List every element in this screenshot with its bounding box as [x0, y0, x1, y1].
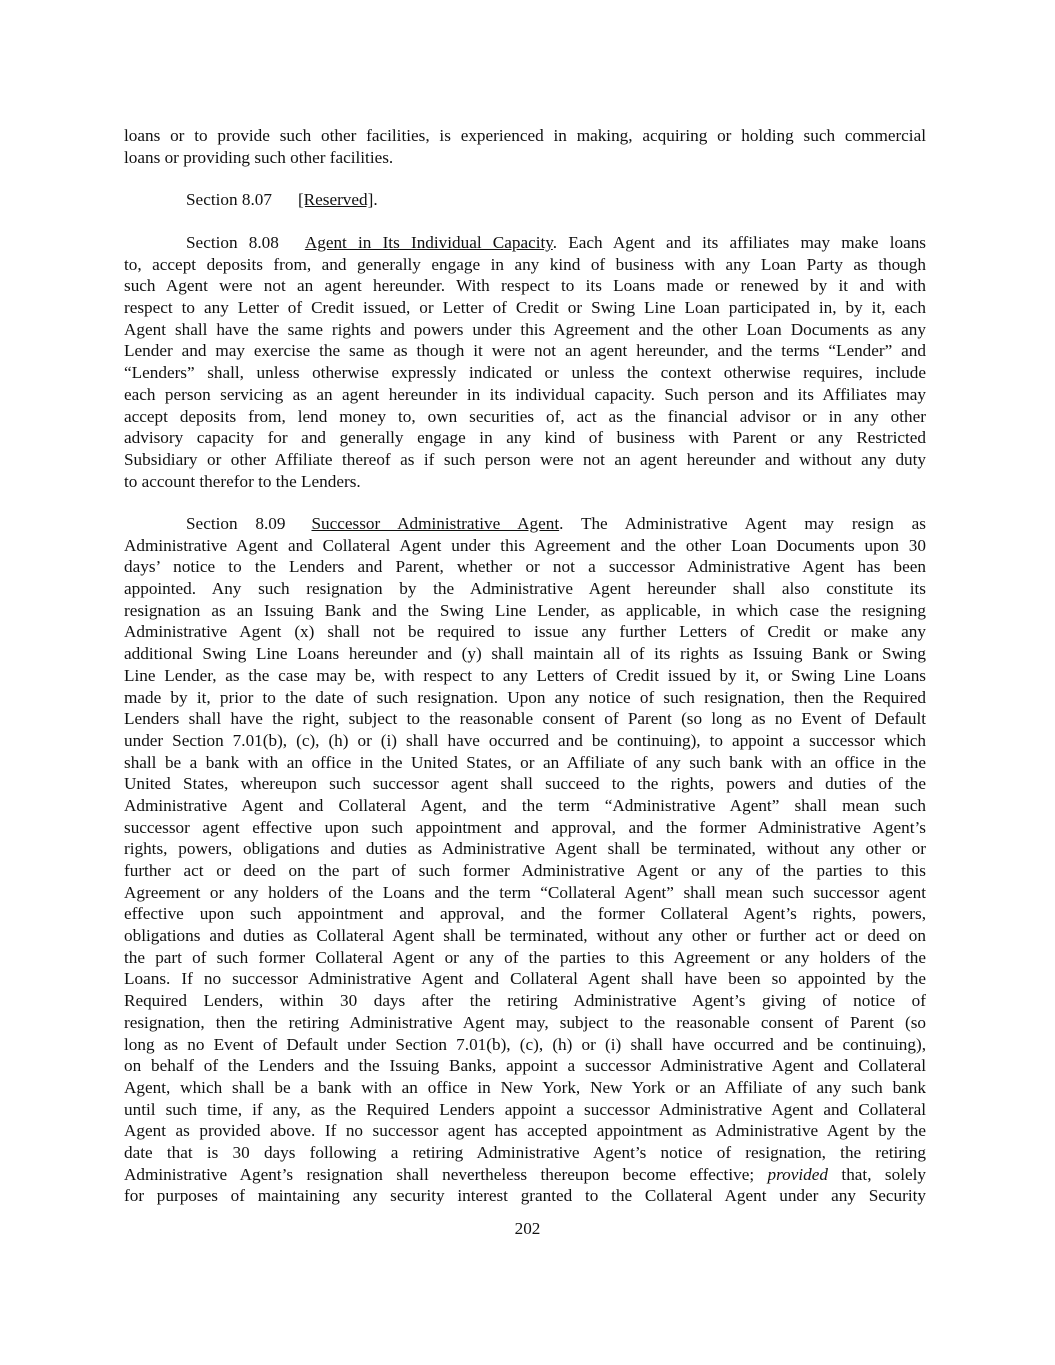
- section-heading: Successor Administrative Agent: [311, 514, 560, 533]
- paragraph-line: Loans. If no successor Administrative Agent and Collateral Agent shall have been so appointed by the: [124, 969, 926, 989]
- paragraph-line: Administrative Agent and Collateral Agent, and the term “Administrative Agent” shall mean such: [124, 795, 926, 815]
- section-heading-line: [124, 513, 926, 535]
- paragraph-line: effective upon such appointment and approval, and the former Collateral Agent’s rights, powers,: [124, 904, 926, 924]
- paragraph-line: each person servicing as an agent hereunder in its individual capacity. Such person and its Affiliates may: [124, 384, 926, 404]
- paragraph-line: for purposes of maintaining any security interest granted to the Collateral Agent under any Security: [124, 1186, 926, 1206]
- paragraph-line: obligations and duties as Collateral Agent shall be terminated, without any other or further act or deed on: [124, 926, 926, 946]
- paragraph-line: accept deposits from, lend money to, own securities of, act as the financial advisor or in any other: [124, 406, 926, 426]
- paragraph-line: respect to any Letter of Credit issued, or Letter of Credit or Swing Line Loan participated in, by it, each: [124, 298, 926, 318]
- paragraph-line: United States, whereupon such successor agent shall succeed to the rights, powers and duties of the: [124, 774, 926, 794]
- paragraph-line: loans or to provide such other facilities, is experienced in making, acquiring or holding such commercial: [124, 126, 926, 145]
- paragraph-line: date that is 30 days following a retiring Administrative Agent’s notice of resignation, the retiring: [124, 1142, 926, 1162]
- section-number: Section 8.08: [186, 233, 279, 252]
- paragraph-line: additional Swing Line Loans hereunder and (y) shall maintain all of its rights as Issuing Bank or Swing: [124, 644, 926, 664]
- paragraph-line: Administrative Agent and Collateral Agent under this Agreement and the other Loan Documents upon 30: [124, 535, 926, 555]
- paragraph-line: further act or deed on the part of such former Administrative Agent or any of the parties to this: [124, 861, 926, 880]
- section-8-07: [124, 189, 926, 211]
- page-number: 202: [514, 1219, 541, 1238]
- paragraph-line: made by it, prior to the date of such resignation. Upon any notice of such resignation, then the Required: [124, 687, 926, 707]
- paragraph-line: the part of such former Collateral Agent or any of the parties to this Agreement or any holders of the: [124, 947, 926, 967]
- paragraph-line: “Lenders” shall, unless otherwise expressly indicated or unless the context otherwise requires, include: [124, 363, 926, 383]
- line-text: that, solely: [828, 1164, 926, 1184]
- paragraph-line: successor agent effective upon such appointment and approval, and the former Administrative Agent’s: [124, 817, 926, 837]
- section-8-08: [124, 232, 926, 492]
- paragraph-line: to, accept deposits from, and generally engage in any kind of business with any Loan Party as though: [124, 254, 926, 274]
- paragraph-line: advisory capacity for and generally engage in any kind of business with Parent or any Restricted: [124, 428, 926, 448]
- section-heading: Agent in Its Individual Capacity: [304, 233, 553, 252]
- paragraph-line: such Agent were not an agent hereunder. With respect to its Loans made or renewed by it and with: [124, 276, 926, 296]
- paragraph-line: resignation, then the retiring Administrative Agent may, subject to the reasonable consent of Parent (so: [124, 1012, 926, 1032]
- paragraph-line: to account therefor to the Lenders.: [124, 471, 361, 491]
- section-8-09: [124, 513, 926, 1207]
- paragraph-line: shall be a bank with an office in the United States, or an Affiliate of any such bank with an office in the: [124, 752, 926, 772]
- section-heading: [Reserved]: [297, 190, 374, 209]
- paragraph-line: long as no Event of Default under Section 7.01(b), (c), (h) or (i) shall have occurred and be continuing),: [124, 1034, 926, 1054]
- paragraph-line: Lender and may exercise the same as though it were not an agent hereunder, and the terms “Lender” and: [124, 341, 926, 361]
- line-text: Administrative Agent’s resignation shall nevertheless thereupon become effective;: [124, 1164, 768, 1184]
- paragraph-line: Agent shall have the same rights and powers under this Agreement and the other Loan Documents as any: [124, 319, 926, 339]
- italic-provided: provided: [767, 1164, 828, 1184]
- paragraph-line: until such time, if any, as the Required Lenders appoint a successor Administrative Agent and Collateral: [124, 1099, 926, 1119]
- heading-rest: . The Administrative Agent may resign as: [559, 514, 927, 533]
- paragraph-line: Agent as provided above. If no successor agent has accepted appointment as Administrative Agent by the: [124, 1121, 926, 1141]
- heading-period: .: [373, 190, 378, 209]
- section-heading-line: [124, 232, 926, 254]
- paragraph-line: days’ notice to the Lenders and Parent, whether or not a successor Administrative Agent has been: [124, 557, 926, 577]
- paragraph-line: loans or providing such other facilities.: [124, 147, 394, 167]
- carryover-paragraph: [124, 125, 926, 168]
- paragraph-line: under Section 7.01(b), (c), (h) or (i) shall have occurred and be continuing), to appoint a successor which: [124, 730, 926, 750]
- paragraph-line: Administrative Agent (x) shall not be required to issue any further Letters of Credit or make any: [124, 622, 926, 642]
- paragraph-line: Required Lenders, within 30 days after the retiring Administrative Agent’s giving of notice of: [124, 991, 926, 1011]
- paragraph-line: Subsidiary or other Affiliate thereof as if such person were not an agent hereunder and without any duty: [124, 449, 926, 469]
- heading-rest: . Each Agent and its affiliates may make loans: [552, 233, 926, 252]
- paragraph-line: resignation as an Issuing Bank and the Swing Line Lender, as applicable, in which case the resigning: [124, 600, 926, 620]
- paragraph-line: on behalf of the Lenders and the Issuing Banks, appoint a successor Administrative Agent and Collateral: [124, 1056, 926, 1076]
- section-heading-line: [124, 189, 926, 211]
- paragraph-line: Lenders shall have the right, subject to the reasonable consent of Parent (so long as no Event of Default: [124, 709, 926, 729]
- paragraph-line: Agent, which shall be a bank with an office in New York, New York or an Affiliate of any such bank: [124, 1077, 926, 1097]
- paragraph-line: Line Lender, as the case may be, with respect to any Letters of Credit issued by it, or Swing Line Loans: [124, 665, 926, 685]
- paragraph-line: Agreement or any holders of the Loans and the term “Collateral Agent” shall mean such successor agent: [124, 882, 926, 902]
- paragraph-line: [124, 1164, 926, 1186]
- paragraph-line: rights, powers, obligations and duties as Administrative Agent shall be terminated, without any other or: [124, 839, 926, 859]
- section-number: Section 8.09: [186, 514, 286, 533]
- paragraph-line: appointed. Any such resignation by the Administrative Agent hereunder shall also constitute its: [124, 579, 926, 599]
- section-number: Section 8.07: [186, 190, 272, 209]
